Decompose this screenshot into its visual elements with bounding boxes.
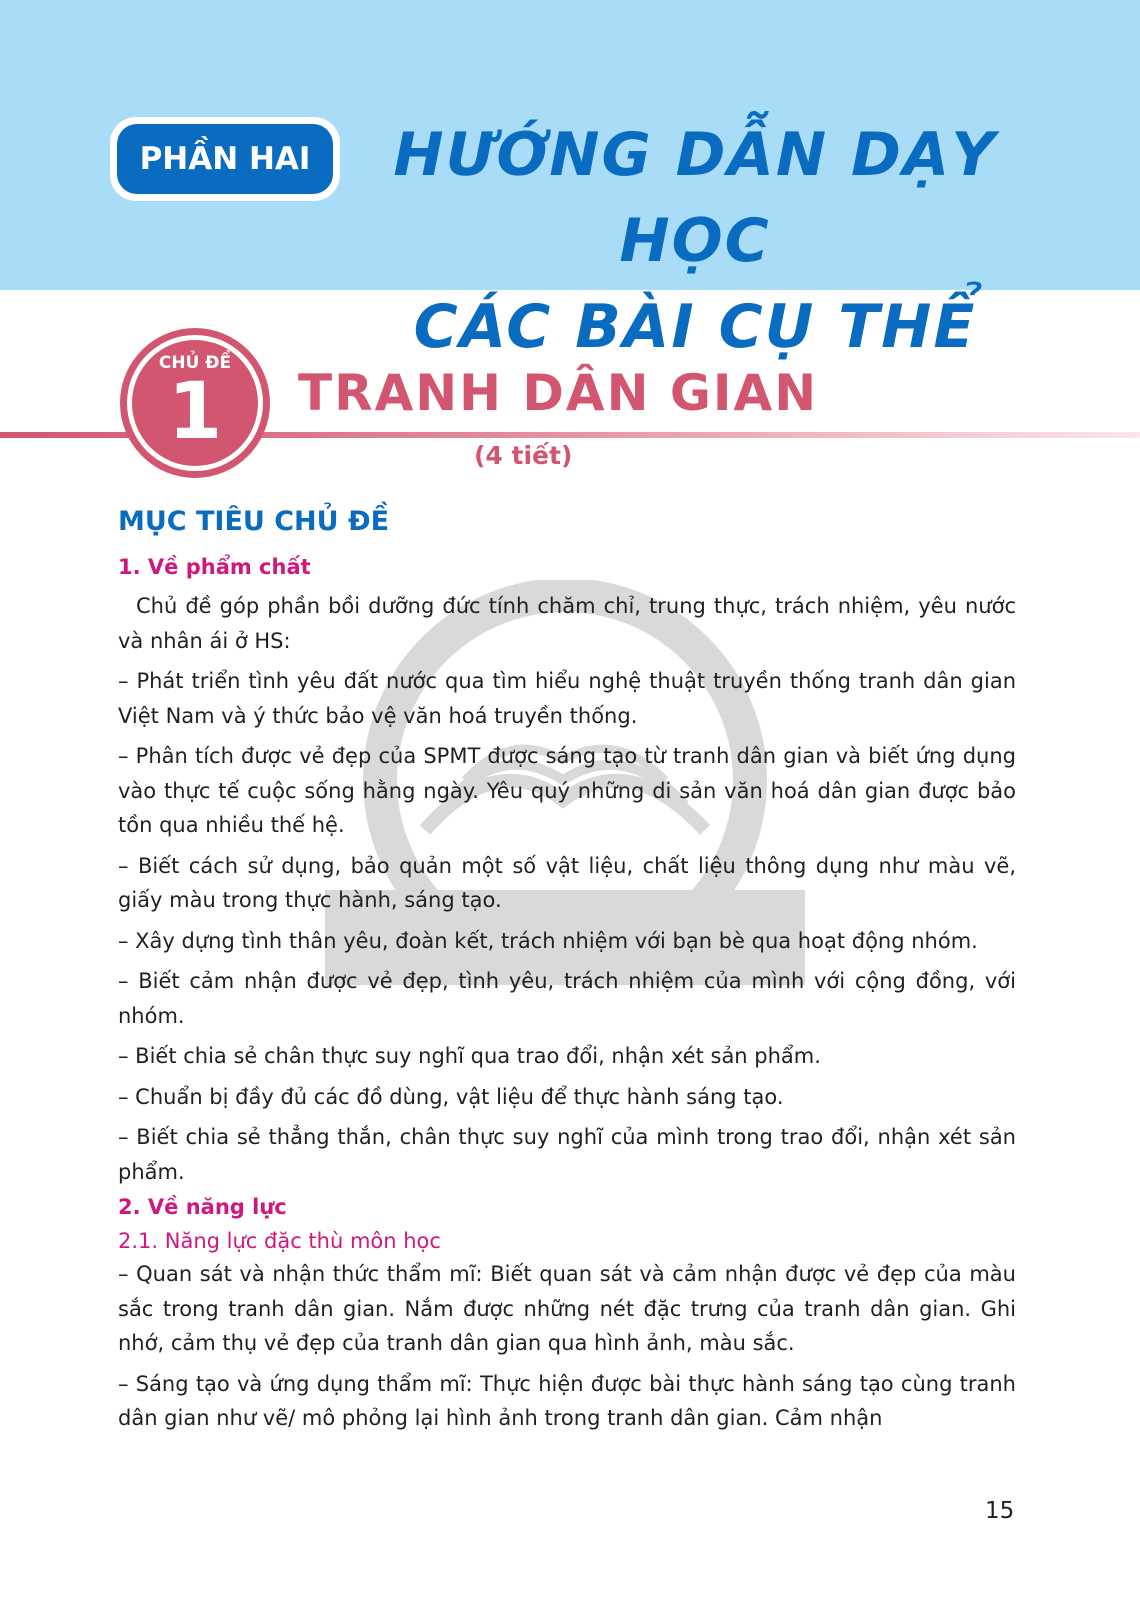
topic-title: TRANH DÂN GIAN — [298, 364, 819, 422]
topic-number: 1 — [167, 367, 223, 457]
part-title-line-2: CÁC BÀI CỤ THỂ — [413, 292, 977, 362]
quality-item: – Biết cảm nhận được vẻ đẹp, tình yêu, trách nhiệm của mình với cộng đồng, với nhóm. — [118, 969, 1016, 1028]
competency-item: – Quan sát và nhận thức thẩm mĩ: Biết quan sát và cảm nhận được vẻ đẹp của màu sắc trong tranh dân gian. Nắm được những nét đặc trưng của tranh dân gian. Ghi nhớ, cảm thụ vẻ đẹp của tranh dân gian qua hình ảnh, màu sắc. — [118, 1262, 1016, 1355]
quality-item: – Xây dựng tình thân yêu, đoàn kết, trách nhiệm với bạn bè qua hoạt động nhóm. — [118, 928, 978, 953]
competency-item: – Sáng tạo và ứng dụng thẩm mĩ: Thực hiện được bài thực hành sáng tạo cùng tranh dân gian như vẽ/ mô phỏng lại hình ảnh trong tranh dân gian. Cảm nhận — [118, 1371, 1016, 1430]
part-title — [350, 112, 1040, 370]
competencies-heading: 2. Về năng lực — [118, 1195, 287, 1219]
quality-item: – Phát triển tình yêu đất nước qua tìm hiểu nghệ thuật truyền thống tranh dân gian Việt Nam và ý thức bảo vệ văn hoá truyền thống. — [118, 669, 1016, 728]
part-badge — [110, 117, 340, 201]
quality-item: – Chuẩn bị đầy đủ các đồ dùng, vật liệu để thực hành sáng tạo. — [118, 1084, 784, 1109]
quality-item: – Biết chia sẻ chân thực suy nghĩ qua trao đổi, nhận xét sản phẩm. — [118, 1044, 821, 1068]
topic-label: CHỦ ĐỀ — [158, 353, 232, 373]
main-content — [118, 506, 1016, 1442]
topic-periods: (4 tiết) — [474, 441, 573, 470]
part-title-line-1: HƯỚNG DẪN DẠY HỌC — [393, 120, 997, 276]
quality-item: – Biết chia sẻ thẳng thắn, chân thực suy nghĩ của mình trong trao đổi, nhận xét sản phẩm. — [118, 1125, 1016, 1184]
quality-item: – Biết cách sử dụng, bảo quản một số vật liệu, chất liệu thông dụng như màu vẽ, giấy màu trong thực hành, sáng tạo. — [118, 853, 1016, 912]
objectives-heading: MỤC TIÊU CHỦ ĐỀ — [118, 506, 390, 537]
specific-competencies-heading: 2.1. Năng lực đặc thù môn học — [118, 1229, 441, 1253]
quality-item: – Phân tích được vẻ đẹp của SPMT được sáng tạo từ tranh dân gian và biết ứng dụng vào thực tế cuộc sống hằng ngày. Yêu quý những di sản văn hoá dân gian được bảo tồn qua nhiều thế hệ. — [118, 744, 1016, 837]
qualities-intro: Chủ đề góp phần bồi dưỡng đức tính chăm chỉ, trung thực, trách nhiệm, yêu nước và nhân ái ở HS: — [118, 594, 1016, 653]
qualities-heading: 1. Về phẩm chất — [118, 555, 311, 579]
part-label: PHẦN HAI — [117, 124, 333, 194]
page-number: 15 — [985, 1498, 1015, 1524]
